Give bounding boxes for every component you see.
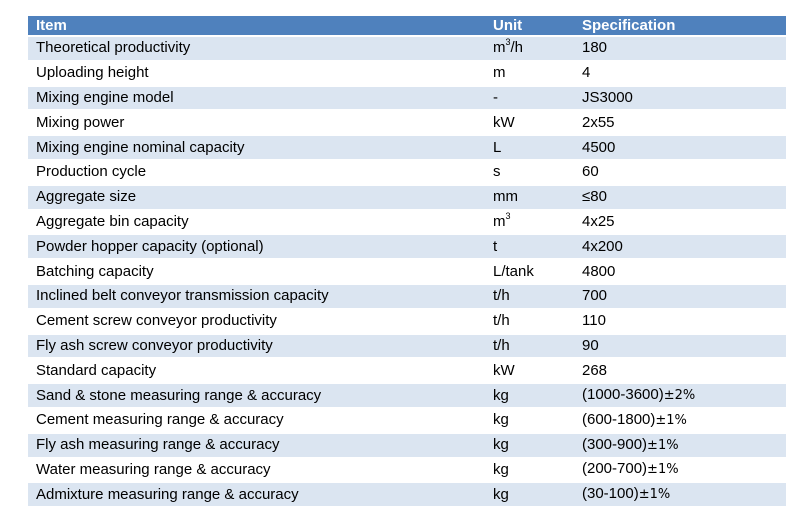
- specification-cell: [574, 211, 786, 234]
- table-row: [28, 111, 786, 134]
- item-cell: Standard capacity: [28, 359, 485, 382]
- table-row: [28, 136, 786, 159]
- unit-text: kW: [493, 113, 515, 131]
- unit-cell: [485, 384, 574, 407]
- unit-cell: [485, 136, 574, 159]
- unit-cell: [485, 359, 574, 382]
- table-row: [28, 186, 786, 209]
- unit-text: kg: [493, 436, 509, 454]
- unit-cell: [485, 111, 574, 134]
- unit-text: L: [493, 138, 502, 156]
- specification-value: 700: [582, 287, 608, 305]
- item-cell: Inclined belt conveyor transmission capacity: [28, 285, 485, 308]
- table-row: [28, 37, 786, 60]
- unit-text: L/tank: [493, 262, 534, 280]
- table-row: [28, 384, 786, 407]
- specification-value: 110: [582, 312, 606, 330]
- unit-text: kg: [493, 460, 509, 478]
- specification-value: 4500: [582, 138, 616, 156]
- table-body: [28, 37, 786, 506]
- item-cell: Batching capacity: [28, 260, 485, 283]
- unit-cell: [485, 434, 574, 457]
- unit-cell: [485, 62, 574, 85]
- specification-cell: [574, 136, 786, 159]
- unit-text: m: [493, 39, 506, 57]
- specification-cell: [574, 310, 786, 333]
- unit-text: t/h: [493, 336, 510, 354]
- table-row: [28, 235, 786, 258]
- unit-superscript: 3: [505, 37, 511, 48]
- table-row: [28, 409, 786, 432]
- table-row: [28, 434, 786, 457]
- unit-text: mm: [493, 188, 518, 206]
- specification-value: 4: [582, 64, 591, 82]
- item-cell: Fly ash measuring range & accuracy: [28, 434, 485, 457]
- specification-value: 90: [582, 336, 599, 354]
- specification-value: JS3000: [582, 88, 633, 106]
- header-row: [28, 16, 786, 35]
- unit-cell: [485, 459, 574, 482]
- header-item: Item: [28, 16, 485, 35]
- table-row: [28, 87, 786, 110]
- specification-value: (30-100): [582, 485, 639, 503]
- specification-cell: [574, 260, 786, 283]
- item-cell: Cement screw conveyor productivity: [28, 310, 485, 333]
- unit-superscript: 3: [505, 210, 511, 221]
- unit-cell: [485, 285, 574, 308]
- unit-text: s: [493, 163, 501, 181]
- accuracy-tolerance: ±1%: [647, 437, 679, 453]
- specification-cell: [574, 483, 786, 506]
- table-row: [28, 310, 786, 333]
- table-row: [28, 161, 786, 184]
- specification-value: (600-1800): [582, 410, 656, 428]
- unit-cell: [485, 235, 574, 258]
- accuracy-tolerance: ±1%: [647, 462, 679, 478]
- specification-cell: [574, 186, 786, 209]
- item-cell: Mixing engine nominal capacity: [28, 136, 485, 159]
- unit-text: kg: [493, 386, 509, 404]
- table-row: [28, 483, 786, 506]
- header-specification: Specification: [574, 16, 786, 35]
- table-row: [28, 335, 786, 358]
- specification-cell: [574, 37, 786, 60]
- specification-cell: [574, 87, 786, 110]
- header-unit: Unit: [485, 16, 574, 35]
- table-row: [28, 459, 786, 482]
- unit-cell: [485, 335, 574, 358]
- item-cell: Mixing power: [28, 111, 485, 134]
- specification-value: (300-900): [582, 435, 648, 453]
- unit-text: m: [493, 212, 506, 230]
- accuracy-tolerance: ±1%: [655, 412, 687, 428]
- unit-cell: [485, 87, 574, 110]
- unit-text: kW: [493, 361, 515, 379]
- specification-cell: [574, 335, 786, 358]
- unit-cell: [485, 260, 574, 283]
- item-cell: Aggregate size: [28, 186, 485, 209]
- unit-cell: [485, 409, 574, 432]
- specification-cell: [574, 459, 786, 482]
- item-cell: Fly ash screw conveyor productivity: [28, 335, 485, 358]
- unit-text: t/h: [493, 312, 510, 330]
- specification-table: [28, 14, 786, 508]
- unit-cell: [485, 310, 574, 333]
- item-cell: Mixing engine model: [28, 87, 485, 110]
- item-cell: Water measuring range & accuracy: [28, 459, 485, 482]
- specification-value: 180: [582, 39, 608, 57]
- specification-value: 2x55: [582, 113, 615, 131]
- accuracy-tolerance: ±1%: [638, 487, 671, 503]
- specification-cell: [574, 285, 786, 308]
- item-cell: Aggregate bin capacity: [28, 211, 485, 234]
- table-row: [28, 211, 786, 234]
- unit-cell: [485, 186, 574, 209]
- item-cell: Sand & stone measuring range & accuracy: [28, 384, 485, 407]
- specification-cell: [574, 111, 786, 134]
- specification-cell: [574, 235, 786, 258]
- specification-cell: [574, 384, 786, 407]
- item-cell: Admixture measuring range & accuracy: [28, 483, 485, 506]
- unit-cell: [485, 161, 574, 184]
- unit-text: t: [493, 237, 498, 255]
- item-cell: Production cycle: [28, 161, 485, 184]
- table-row: [28, 62, 786, 85]
- specification-cell: [574, 434, 786, 457]
- item-cell: Theoretical productivity: [28, 37, 485, 60]
- table-row: [28, 260, 786, 283]
- table-row: [28, 359, 786, 382]
- item-cell: Cement measuring range & accuracy: [28, 409, 485, 432]
- specification-cell: [574, 161, 786, 184]
- specification-cell: [574, 359, 786, 382]
- specification-value: 60: [582, 163, 599, 181]
- accuracy-tolerance: ±2%: [663, 388, 696, 404]
- specification-value: 4x25: [582, 212, 615, 230]
- specification-value: 4800: [582, 262, 616, 280]
- unit-cell: [485, 211, 574, 234]
- unit-text: t/h: [493, 287, 510, 305]
- table-row: [28, 285, 786, 308]
- unit-suffix: /h: [510, 39, 524, 57]
- unit-text: kg: [493, 411, 509, 429]
- item-cell: Powder hopper capacity (optional): [28, 235, 485, 258]
- specification-value: 268: [582, 361, 608, 379]
- unit-text: -: [493, 88, 498, 106]
- specification-value: ≤80: [582, 188, 607, 206]
- specification-cell: [574, 62, 786, 85]
- item-cell: Uploading height: [28, 62, 485, 85]
- specification-value: (1000-3600): [582, 386, 664, 404]
- specification-value: (200-700): [582, 460, 648, 478]
- unit-cell: [485, 37, 574, 60]
- unit-text: m: [493, 64, 506, 82]
- specification-cell: [574, 409, 786, 432]
- specification-value: 4x200: [582, 237, 623, 255]
- unit-cell: [485, 483, 574, 506]
- unit-text: kg: [493, 485, 509, 503]
